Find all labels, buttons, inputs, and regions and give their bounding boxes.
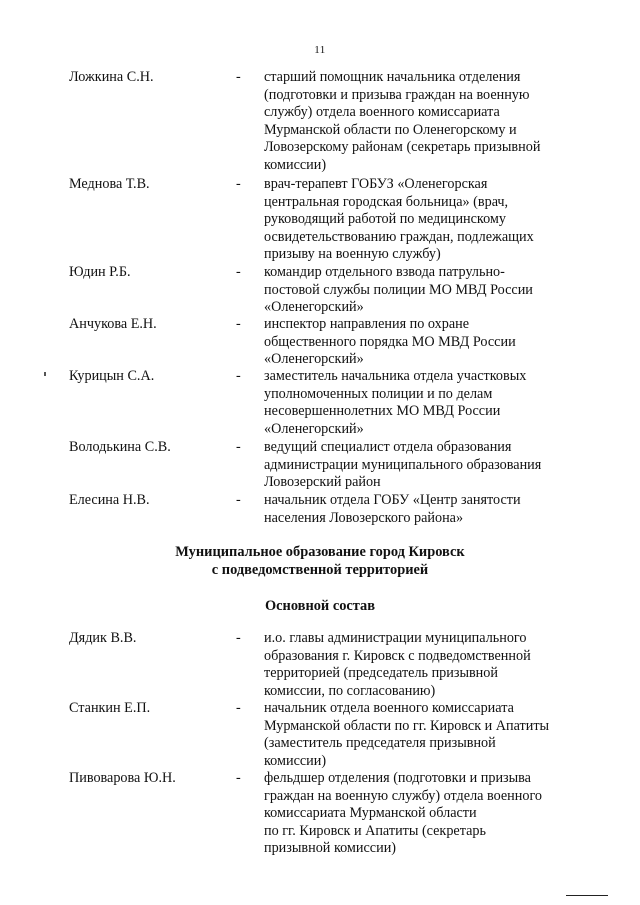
subsection-heading-text: Основной состав (264, 598, 376, 614)
role-line: фельдшер отделения (подготовки и призыва (264, 770, 531, 786)
role-line: старший помощник начальника отделения (264, 69, 521, 85)
role-line: центральная городская больница» (врач, (264, 193, 509, 210)
role-line: граждан на военную службу) отдела военного (264, 787, 542, 804)
footer-rule (566, 895, 608, 896)
role-line: территорией (председатель призывной (264, 665, 498, 682)
role-line: комиссии) (264, 156, 327, 173)
role-line: постовой службы полиции МО МВД России (264, 281, 533, 298)
role-line: населения Ловозерского района» (264, 509, 464, 526)
role-line: ведущий специалист отдела образования (264, 439, 512, 455)
role-line: Мурманской области по гг. Кировск и Апатиты (264, 717, 550, 734)
dash-separator: - (236, 492, 241, 508)
page-number: 11 (314, 44, 326, 56)
role-line: несовершеннолетних МО МВД России (264, 403, 501, 420)
role-line: службу) отдела военного комиссариата (264, 104, 500, 121)
member-name: Елесина Н.В. (69, 492, 150, 508)
dash-separator: - (236, 700, 241, 716)
member-name: Дядик В.В. (69, 630, 137, 646)
member-name: Анчукова Е.Н. (69, 316, 157, 332)
member-name: Володькина С.В. (69, 439, 171, 455)
role-line: призыву на военную службу) (264, 246, 441, 263)
section-heading (0, 543, 640, 579)
role-line: «Оленегорский» (264, 420, 364, 437)
role-line: инспектор направления по охране (264, 316, 470, 332)
role-line: и.о. главы администрации муниципального (264, 630, 527, 646)
member-role (264, 316, 594, 369)
dash-separator: - (236, 439, 241, 455)
dash-separator: - (236, 264, 241, 280)
member-role (264, 69, 594, 175)
member-role (264, 492, 594, 527)
role-line: по гг. Кировск и Апатиты (секретарь (264, 822, 486, 839)
role-line: врач-терапевт ГОБУЗ «Оленегорская (264, 176, 488, 192)
role-line: уполномоченных полиции и по делам (264, 385, 493, 402)
dash-separator: - (236, 69, 241, 85)
member-name: Курицын С.А. (69, 368, 155, 384)
role-line: Ловозерский район (264, 474, 381, 491)
member-role (264, 770, 594, 858)
member-name: Юдин Р.Б. (69, 264, 131, 280)
role-line: заместитель начальника отдела участковых (264, 368, 527, 384)
section-heading-line: с подведомственной территорией (211, 562, 429, 578)
role-line: Ловозерскому районам (секретарь призывной (264, 139, 541, 156)
member-name: Ложкина С.Н. (69, 69, 154, 85)
role-line: комиссии, по согласованию) (264, 682, 436, 699)
role-line: начальник отдела ГОБУ «Центр занятости (264, 492, 521, 508)
dash-separator: - (236, 368, 241, 384)
role-line: освидетельствованию граждан, подлежащих (264, 228, 534, 245)
section-heading-line: Муниципальное образование город Кировск (175, 544, 465, 560)
role-line: комиссии) (264, 752, 327, 769)
member-role (264, 439, 594, 492)
role-line: администрации муниципального образования (264, 456, 542, 473)
member-name: Станкин Е.П. (69, 700, 151, 716)
role-line: (подготовки и призыва граждан на военную (264, 86, 530, 103)
role-line: общественного порядка МО МВД России (264, 333, 516, 350)
role-line: комиссариата Мурманской области (264, 805, 477, 822)
member-role (264, 264, 594, 317)
dash-separator: - (236, 630, 241, 646)
role-line: (заместитель председателя призывной (264, 735, 496, 752)
role-line: руководящий работой по медицинскому (264, 211, 506, 228)
member-role (264, 700, 594, 770)
role-line: командир отдельного взвода патрульно- (264, 264, 505, 280)
role-line: начальник отдела военного комиссариата (264, 700, 514, 716)
member-name: Пивоварова Ю.Н. (69, 770, 176, 786)
scan-mark (44, 372, 46, 376)
subsection-heading (0, 597, 640, 615)
member-role (264, 176, 594, 264)
member-role (264, 368, 594, 438)
member-name: Меднова Т.В. (69, 176, 150, 192)
role-line: Мурманской области по Оленегорскому и (264, 121, 517, 138)
role-line: образования г. Кировск с подведомственной (264, 647, 531, 664)
member-role (264, 630, 594, 700)
dash-separator: - (236, 176, 241, 192)
role-line: «Оленегорский» (264, 351, 364, 368)
role-line: призывной комиссии) (264, 840, 397, 857)
dash-separator: - (236, 770, 241, 786)
dash-separator: - (236, 316, 241, 332)
role-line: «Оленегорский» (264, 299, 364, 316)
